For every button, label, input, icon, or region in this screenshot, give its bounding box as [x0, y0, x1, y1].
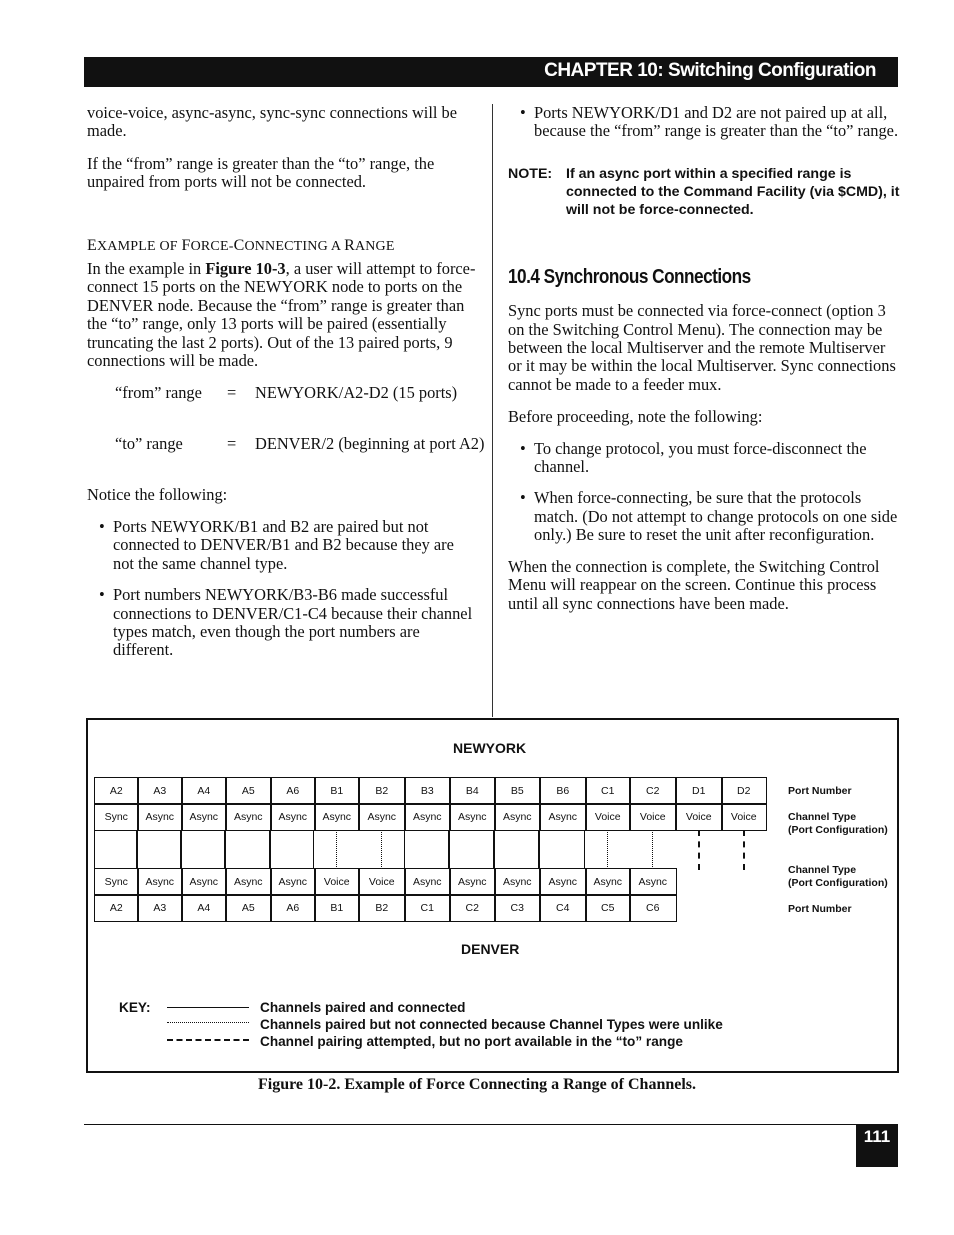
section-title: 10.4 Synchronous Connections [508, 265, 751, 288]
right-paragraph-3: When the connection is complete, the Switching Control Menu will reappear on the screen. Continue this process until all sync connections have been made. [508, 556, 880, 613]
key-dashed-text: Channel pairing attempted, but no port available in the “to” range [260, 1034, 683, 1049]
newyork-port-cell: B3 [404, 777, 451, 805]
denver-port-cell: C2 [449, 894, 496, 922]
denver-type-cell: Sync [94, 868, 139, 896]
link-dotted [336, 830, 337, 869]
newyork-port-cell: B6 [539, 777, 587, 805]
link-solid [494, 830, 539, 869]
figure-reference: Figure 10-3 [205, 259, 286, 279]
right-paragraph-1: Sync ports must be connected via force-connect (option 3 on the Switching Control Menu). The connection may be between the local Multiserver and the remote Multiserver or it may be within the local Multiserver. Sync connections cannot be made to a feeder mux. [508, 301, 896, 394]
left-paragraph-2: If the “from” range is greater than the “to” range, the unpaired from ports will not be connected. [87, 153, 435, 192]
newyork-port-cell: B4 [449, 777, 496, 805]
key-solid-line [167, 1007, 249, 1008]
newyork-port-cell: A4 [181, 777, 227, 805]
figure-caption: Figure 10-2. Example of Force Connecting a Range of Channels. [257, 1076, 697, 1093]
newyork-type-cell: Voice [721, 803, 767, 831]
denver-type-cell: Async [404, 868, 451, 896]
left-paragraph-1: voice-voice, async-async, sync-sync connections will be made. [87, 103, 458, 141]
footer-rule [84, 1124, 898, 1125]
right-bullet-1: • To change protocol, you must force-disconnect the channel. [520, 438, 867, 477]
key-solid-text: Channels paired and connected [260, 1000, 466, 1015]
newyork-label: NEWYORK [453, 740, 527, 756]
chapter-title: CHAPTER 10: Switching Configuration [544, 60, 876, 81]
link-dotted [652, 830, 653, 869]
denver-port-cell: B1 [314, 894, 360, 922]
denver-port-cell: A5 [225, 894, 272, 922]
link-dashed [743, 830, 745, 870]
link-solid [181, 830, 225, 869]
key-label: KEY: [119, 1000, 151, 1015]
newyork-type-cell: Async [358, 803, 406, 831]
newyork-port-cell: C2 [629, 777, 677, 805]
denver-type-cell: Async [494, 868, 541, 896]
page-number: 111 [856, 1124, 898, 1167]
denver-type-cell: Voice [314, 868, 360, 896]
link-solid [539, 830, 585, 869]
link-solid [137, 830, 181, 869]
newyork-type-cell: Voice [629, 803, 677, 831]
newyork-port-cell: A6 [270, 777, 316, 805]
denver-type-cell: Async [585, 868, 631, 896]
newyork-type-cell: Async [225, 803, 272, 831]
side-label-port-number-top: Port Number [788, 785, 852, 797]
link-solid [94, 830, 137, 869]
figure-10-2 [86, 718, 899, 1073]
right-column [508, 104, 900, 613]
denver-type-cell: Async [225, 868, 272, 896]
newyork-port-cell: A3 [137, 777, 183, 805]
link-solid [404, 830, 449, 869]
newyork-type-cell: Async [137, 803, 183, 831]
example-subheading: EXAMPLE OF FORCE-CONNECTING A RANGE [87, 236, 395, 254]
newyork-type-cell: Voice [675, 803, 723, 831]
newyork-type-cell: Async [181, 803, 227, 831]
newyork-port-cell: B1 [314, 777, 360, 805]
link-solid [270, 830, 314, 869]
note-label: NOTE: [508, 165, 553, 182]
denver-port-cell: A3 [137, 894, 183, 922]
newyork-type-cell: Async [314, 803, 360, 831]
left-bullet-1: • Ports NEWYORK/B1 and B2 are paired but not connected to DENVER/B1 and B2 because they are not the same channel type. [99, 516, 454, 573]
link-solid [225, 830, 270, 869]
left-bullet-2: • Port numbers NEWYORK/B3-B6 made successful connections to DENVER/C1-C4 because their channel types match, even though the port numbers are different. [99, 585, 473, 660]
link-dotted [607, 830, 608, 869]
denver-type-cell: Async [137, 868, 183, 896]
denver-port-cell: C1 [404, 894, 451, 922]
from-range-definition: “from” range = NEWYORK/A2-D2 (15 ports) [115, 383, 458, 403]
newyork-type-cell: Sync [94, 803, 139, 831]
key-dotted-line [167, 1022, 249, 1023]
denver-port-cell: A2 [94, 894, 139, 922]
note-block [508, 165, 900, 219]
note-text: If an async port within a specified range is connected to the Command Facility (via $CMD), it will not be force-connected. [566, 165, 900, 218]
newyork-port-cell: C1 [585, 777, 631, 805]
side-label-port-number-bottom: Port Number [788, 903, 852, 915]
denver-port-cell: C6 [629, 894, 677, 922]
side-label-channel-type-top: Channel Type (Port Configuration) [788, 811, 888, 836]
denver-port-cell: C5 [585, 894, 631, 922]
denver-type-cell: Async [449, 868, 496, 896]
newyork-port-cell: A5 [225, 777, 272, 805]
newyork-port-cell: D2 [721, 777, 767, 805]
left-paragraph-3: In the example in Figure 10-3, a user will attempt to force-connect 15 ports on the NEWYORK node to ports on the DENVER node. Because the “from” range is greater than the “to” range, only 13 ports will be paired (essentially truncating the last 2 ports). Out of the 13 paired ports, 9 connections will be made. [87, 259, 476, 371]
right-paragraph-2: Before proceeding, note the following: [508, 407, 763, 427]
link-solid [449, 830, 494, 869]
denver-port-cell: A4 [181, 894, 227, 922]
newyork-type-cell: Async [270, 803, 316, 831]
left-column [87, 103, 485, 660]
link-dashed [698, 830, 700, 870]
denver-port-cell: B2 [358, 894, 406, 922]
to-range-definition: “to” range = DENVER/2 (beginning at port A2) [115, 434, 485, 454]
right-bullet-2: • When force-connecting, be sure that the protocols match. (Do not attempt to change protocols on one side only.) Be sure to reset the unit after reconfiguration. [520, 488, 898, 545]
denver-type-cell: Async [181, 868, 227, 896]
chapter-header-bar [84, 57, 898, 87]
newyork-type-cell: Async [494, 803, 541, 831]
newyork-port-cell: A2 [94, 777, 139, 805]
right-bullet-top: • Ports NEWYORK/D1 and D2 are not paired up at all, because the “from” range is greater than the “to” range. [520, 103, 899, 141]
denver-type-cell: Async [539, 868, 587, 896]
side-label-channel-type-bottom: Channel Type (Port Configuration) [788, 864, 888, 889]
newyork-type-cell: Async [404, 803, 451, 831]
column-divider [492, 104, 493, 717]
denver-port-cell: A6 [270, 894, 316, 922]
denver-type-cell: Async [270, 868, 316, 896]
denver-label: DENVER [461, 941, 520, 957]
newyork-type-cell: Async [539, 803, 587, 831]
link-dotted [381, 830, 382, 869]
denver-type-cell: Async [629, 868, 677, 896]
denver-port-cell: C4 [539, 894, 587, 922]
key-dotted-text: Channels paired but not connected because Channel Types were unlike [260, 1017, 723, 1032]
denver-type-cell: Voice [358, 868, 406, 896]
notice-line: Notice the following: [87, 485, 228, 505]
newyork-type-cell: Voice [585, 803, 631, 831]
newyork-port-cell: B5 [494, 777, 541, 805]
newyork-port-cell: B2 [358, 777, 406, 805]
key-dashed-line [167, 1039, 249, 1041]
newyork-type-cell: Async [449, 803, 496, 831]
newyork-port-cell: D1 [675, 777, 723, 805]
denver-port-cell: C3 [494, 894, 541, 922]
